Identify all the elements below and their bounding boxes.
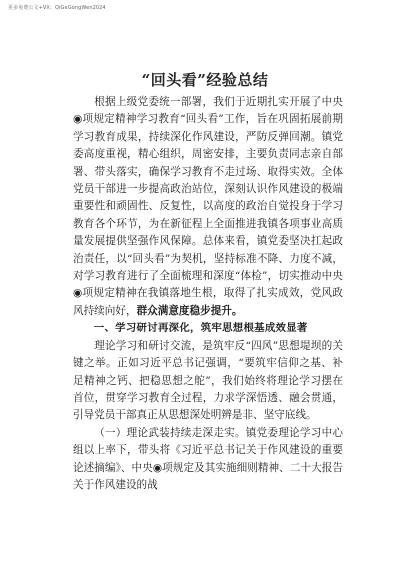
paragraph-intro (73, 94, 343, 320)
paragraph-intro-text: 根据上级党委统一部署，我们于近期扎实开展了中央◉项规定精神学习教育“回头看”工作，旨在巩固拓展前期学习教育成果，持续深化作风建设，严防反弹回潮。镇党委高度重视，精心组织，周密安排，主要负责同志亲自部署、带头落实，确保学习教育不走过场、取得实效。全体党员干部进一步提高政治站位，深刻认识作风建设的极端重要性和顽固性、反复性，以高度的政治自觉投身于学习教育各个环节，为在新征程上全面推进我镇各项事业高质量发展提供坚强作风保障。总体来看，镇党委坚决扛起政治责任，以“回头看”为契机，坚持标准不降、力度不减，对学习教育进行了全面梳理和深度“体检”，切实推动中央◉项规定精神在我镇落地生根，取得了扎实成效，党风政风持续向好， (73, 96, 343, 317)
paragraph-study: 理论学习和研讨交流，是筑牢反“四风”思想堤坝的关键之举。正如习近平总书记强调，“要筑牢信仰之基、补足精神之钙、把稳思想之舵”，我们始终将理论学习摆在首位，贯穿学习教育全过程，力求学深悟透、融会贯通，引导党员干部真正从思想深处明辨是非、坚守底线。 (73, 339, 343, 422)
paragraph-intro-bold: 群众满意度稳步提升。 (136, 304, 243, 317)
watermark-text: 更多免费公文+VX：QiGeGongWen2024 (8, 5, 106, 11)
document-body (73, 94, 343, 494)
paragraph-theory: （一）理论武装持续走深走实。镇党委理论学习中心组以上率下，带头将《习近平总书记关于作风建设的重要论述摘编》、中央◉项规定及其实施细则精神、二十大报告关于作风建设的战 (73, 426, 343, 491)
section-heading-1: 一、学习研讨再深化，筑牢思想根基成效显著 (93, 322, 308, 335)
document-title: “回头看”经验总结 (141, 71, 269, 89)
